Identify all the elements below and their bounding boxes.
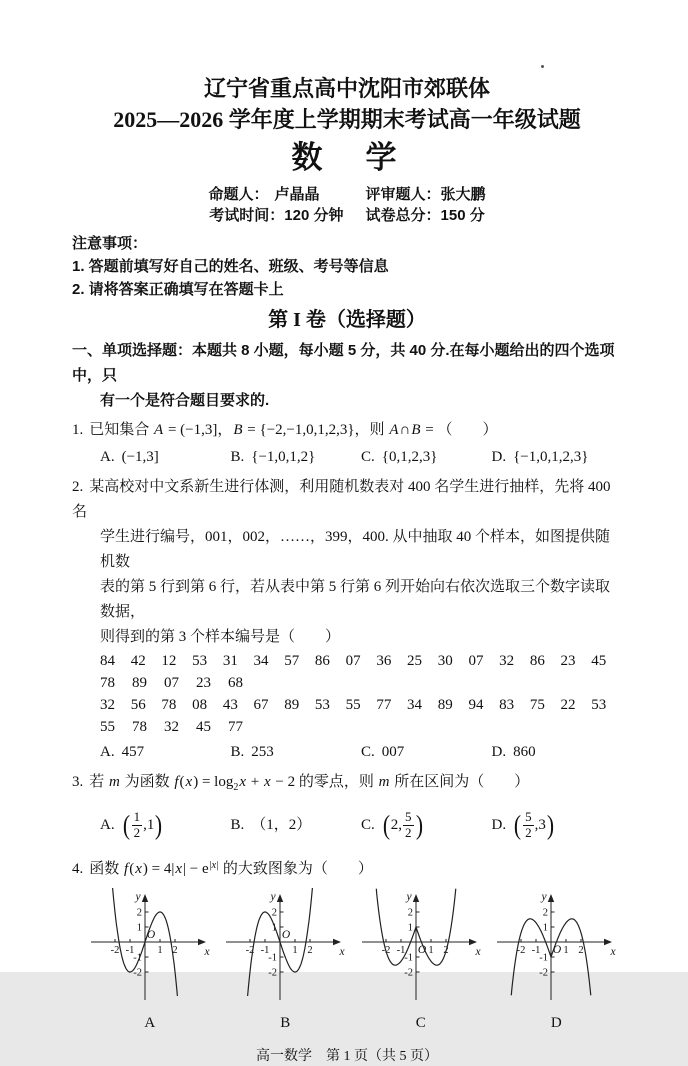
table-cell: 55: [100, 719, 115, 735]
table-cell: 23: [560, 653, 576, 669]
total-score-label: 试卷总分：: [365, 207, 441, 224]
option-3d-label: D.: [491, 816, 507, 833]
svg-text:1: 1: [563, 945, 569, 956]
option-1d-value: {−1,0,1,2,3}: [513, 449, 589, 465]
question-2-options: [100, 740, 622, 765]
option-3a: [100, 810, 231, 841]
graph-option-b: [220, 886, 352, 1032]
option-1d-label: D.: [491, 449, 507, 465]
question-3-stem: [72, 770, 622, 800]
table-cell: 32: [164, 719, 179, 735]
random-number-table: [100, 650, 622, 738]
option-3d: [492, 810, 623, 841]
table-cell: 23: [196, 675, 211, 691]
svg-text:-2: -2: [539, 967, 549, 979]
svg-text:2: 2: [407, 907, 413, 919]
svg-text:O: O: [282, 929, 291, 941]
svg-text:1: 1: [292, 945, 298, 956]
svg-text:y: y: [135, 891, 141, 903]
svg-text:x: x: [610, 946, 616, 958]
table-cell: 84: [100, 653, 115, 669]
svg-text:-2: -2: [268, 967, 278, 979]
table-cell: 83: [499, 697, 515, 713]
option-3a-label: A.: [100, 816, 115, 833]
question-2-number: 2.: [72, 479, 84, 495]
option-2d-value: 860: [513, 744, 536, 760]
option-1b: [231, 445, 362, 470]
svg-text:2: 2: [443, 945, 449, 956]
option-2b: [231, 740, 362, 765]
setter-field: [208, 184, 319, 205]
option-3b-label: B.: [230, 816, 245, 833]
table-cell: 31: [222, 653, 238, 669]
question-4-stem: [72, 853, 622, 882]
graph-d-plot: [491, 886, 623, 1013]
svg-text:-2: -2: [404, 967, 413, 979]
question-1: [72, 418, 622, 470]
svg-text:O: O: [146, 929, 155, 941]
svg-text:1: 1: [428, 945, 434, 956]
subject-title: 数 学: [291, 140, 403, 175]
question-2-stem-line2: 学生进行编号，001，002，……，399，400. 从中抽取 40 个样本，如图提供随机数: [100, 529, 611, 570]
total-score-value: 150 分: [440, 207, 485, 224]
question-2-stem-line3: 表的第 5 行到第 6 行，若从表中第 5 行第 6 列开始向右依次选取三个数字读取数据，: [100, 579, 611, 620]
random-table-row-1: [100, 650, 622, 672]
option-2c: [361, 740, 492, 765]
option-2a: [100, 740, 231, 765]
svg-text:2: 2: [136, 907, 142, 919]
duration-label: 考试时间：: [209, 207, 285, 224]
table-cell: 07: [468, 653, 484, 669]
svg-text:2: 2: [272, 907, 278, 919]
question-4-formula: 函数 $f(x) = 4|x| - e^{|x|}$ 的大致图象为（ ）: [89, 860, 373, 877]
exam-session-title: 2025—2026 学年度上学期期末考试高一年级试题: [113, 107, 581, 132]
option-3c-value: (2, $\frac{5}{2}$ ): [382, 808, 423, 840]
option-3b: [231, 813, 362, 838]
question-4-number: 4.: [72, 861, 84, 877]
fraction: $\frac{5}{2}$: [405, 808, 412, 840]
table-cell: 57: [284, 653, 300, 669]
svg-text:-1: -1: [539, 952, 549, 964]
meta-row-authors: [72, 184, 622, 205]
table-cell: 08: [192, 697, 208, 713]
question-3: [72, 770, 622, 848]
option-2d-label: D.: [491, 744, 507, 760]
option-2b-label: B.: [230, 744, 245, 760]
svg-text:-2: -2: [245, 945, 255, 956]
table-cell: 45: [196, 719, 211, 735]
meta-row-exam-info: [72, 205, 622, 226]
table-cell: 12: [161, 653, 177, 669]
graph-b-plot: [220, 886, 352, 1013]
question-2-text-1: 某高校对中文系新生进行体测，利用随机数表对 400 名学生进行抽样，先将 400 名: [72, 479, 611, 520]
table-cell: 53: [591, 697, 607, 713]
fraction: $\frac{5}{2}$: [525, 808, 532, 840]
svg-text:1: 1: [136, 922, 142, 934]
table-cell: 07: [345, 653, 361, 669]
question-1-options: [100, 445, 622, 470]
option-1a-value: (−1,3]: [121, 449, 159, 465]
reviewer-name: 张大鹏: [440, 186, 486, 203]
random-table-row-4: [100, 716, 622, 738]
table-cell: 89: [284, 697, 300, 713]
table-cell: 67: [253, 697, 269, 713]
option-2c-value: 007: [381, 744, 405, 760]
svg-text:-1: -1: [531, 945, 541, 956]
table-cell: 78: [161, 697, 177, 713]
option-3a-value: ( $\frac{1}{2}$ ,1): [122, 808, 163, 840]
table-cell: 78: [100, 675, 115, 691]
option-3c-label: C.: [361, 816, 375, 833]
table-cell: 77: [376, 697, 392, 713]
page-footer: 高一数学 第 1 页（共 5 页）: [256, 1049, 438, 1064]
graph-option-d: [491, 886, 623, 1032]
section1-instructions-line1: 一、单项选择题：本题共 8 小题，每小题 5 分，共 40 分.在每小题给出的四个选项中，只: [72, 342, 615, 384]
option-2a-value: 457: [121, 744, 145, 760]
question-2-stem-line4: 则得到的第 3 个样本编号是（ ）: [100, 629, 341, 645]
graph-b-label: B: [280, 1015, 291, 1031]
table-cell: 34: [407, 697, 423, 713]
svg-text:-1: -1: [133, 952, 142, 964]
svg-text:-1: -1: [260, 945, 270, 956]
notice-block: [72, 232, 622, 301]
svg-text:y: y: [270, 891, 276, 903]
svg-text:-2: -2: [516, 945, 526, 956]
svg-text:x: x: [475, 946, 481, 958]
svg-text:O: O: [553, 944, 562, 956]
table-cell: 86: [314, 653, 330, 669]
option-2d: [492, 740, 623, 765]
table-cell: 86: [529, 653, 545, 669]
table-cell: 30: [437, 653, 453, 669]
svg-text:-1: -1: [125, 945, 135, 956]
svg-text:2: 2: [578, 945, 584, 956]
option-1a: [100, 445, 231, 470]
graph-d-label: D: [550, 1015, 562, 1031]
notice-item-1: 1. 答题前填写好自己的姓名、班级、考号等信息: [72, 258, 389, 275]
svg-text:y: y: [406, 891, 412, 903]
table-cell: 36: [376, 653, 392, 669]
table-cell: 42: [130, 653, 146, 669]
graph-option-a: [84, 886, 216, 1032]
table-cell: 89: [437, 697, 453, 713]
notice-heading: 注意事项：: [72, 235, 148, 252]
table-cell: 75: [529, 697, 545, 713]
table-cell: 53: [314, 697, 330, 713]
svg-text:x: x: [339, 946, 345, 958]
table-cell: 22: [560, 697, 576, 713]
scan-speck-artifact: [541, 65, 544, 68]
table-cell: 53: [192, 653, 208, 669]
question-4: [72, 853, 622, 1032]
question-1-stem: [72, 418, 622, 443]
table-cell: 94: [468, 697, 484, 713]
svg-text:2: 2: [543, 907, 549, 919]
option-1d: [492, 445, 623, 470]
organization-title: 辽宁省重点高中沈阳市郊联体: [203, 76, 490, 101]
svg-text:2: 2: [172, 945, 178, 956]
table-cell: 78: [132, 719, 147, 735]
question-1-formula: 已知集合 A = (−1,3]，B = {−2,−1,0,1,2,3}，则 A∩B = （ ）: [89, 422, 498, 438]
random-table-row-3: [100, 694, 622, 716]
table-cell: 32: [499, 653, 515, 669]
notice-item-2: 2. 请将答案正确填写在答题卡上: [72, 281, 284, 298]
question-2: [72, 475, 622, 765]
table-cell: 77: [228, 719, 243, 735]
svg-text:x: x: [204, 946, 210, 958]
table-cell: 55: [345, 697, 361, 713]
table-cell: 68: [228, 675, 243, 691]
svg-text:-1: -1: [404, 952, 413, 964]
question-4-graphs: [84, 886, 622, 1032]
question-2-stem-line1: [72, 475, 622, 525]
graph-c-plot: [355, 886, 487, 1013]
svg-text:2: 2: [307, 945, 313, 956]
graph-c-label: C: [415, 1015, 426, 1031]
duration-field: [209, 205, 343, 226]
option-3c: [361, 810, 492, 841]
fraction: $\frac{1}{2}$: [133, 808, 141, 840]
random-table-row-2: [100, 672, 622, 694]
table-cell: 07: [164, 675, 179, 691]
table-cell: 25: [407, 653, 423, 669]
option-2c-label: C.: [361, 744, 375, 760]
option-1c-label: C.: [361, 449, 375, 465]
option-3b-value: （1，2）: [251, 816, 312, 833]
table-cell: 32: [100, 697, 115, 713]
option-1c: [361, 445, 492, 470]
svg-text:y: y: [541, 891, 547, 903]
part1-title: 第 I 卷（选择题）: [268, 309, 426, 331]
svg-text:1: 1: [272, 922, 278, 934]
section1-instructions-line2: 有一个是符合题目要求的.: [100, 392, 270, 409]
svg-text:1: 1: [543, 922, 549, 934]
setter-label: 命题人：: [208, 186, 269, 203]
graph-a-plot: [84, 886, 216, 1013]
svg-text:-2: -2: [133, 967, 142, 979]
question-3-formula: 若 m 为函数 $f(x) = \log_2x + x - 2$ 的零点，则 m 所在区间为（ ）: [89, 774, 530, 793]
reviewer-field: [366, 184, 486, 205]
table-cell: 43: [222, 697, 238, 713]
question-3-options: [100, 802, 622, 848]
question-1-number: 1.: [72, 422, 84, 438]
option-1b-value: {−1,0,1,2}: [251, 449, 316, 465]
option-3d-value: ( $\frac{5}{2}$ ,3): [513, 808, 554, 840]
option-1b-label: B.: [230, 449, 245, 465]
table-cell: 56: [130, 697, 146, 713]
svg-text:1: 1: [407, 922, 413, 934]
section1-instructions: [72, 338, 622, 413]
svg-text:-1: -1: [396, 945, 406, 956]
svg-text:-1: -1: [268, 952, 278, 964]
svg-text:O: O: [417, 944, 426, 956]
question-3-number: 3.: [72, 774, 84, 790]
reviewer-label: 评审题人：: [365, 186, 441, 203]
duration-value: 120 分钟: [284, 207, 344, 224]
graph-a-label: A: [144, 1015, 156, 1031]
option-1a-label: A.: [100, 449, 115, 465]
table-cell: 34: [253, 653, 269, 669]
table-cell: 89: [132, 675, 147, 691]
svg-text:1: 1: [157, 945, 163, 956]
option-2b-value: 253: [251, 744, 274, 760]
setter-name: 卢晶晶: [274, 186, 320, 203]
total-score-field: [366, 205, 485, 226]
table-cell: 45: [591, 653, 607, 669]
svg-text:-2: -2: [110, 945, 120, 956]
option-1c-value: {0,1,2,3}: [381, 449, 438, 465]
graph-option-c: [355, 886, 487, 1032]
option-2a-label: A.: [100, 744, 115, 760]
svg-text:-2: -2: [381, 945, 391, 956]
